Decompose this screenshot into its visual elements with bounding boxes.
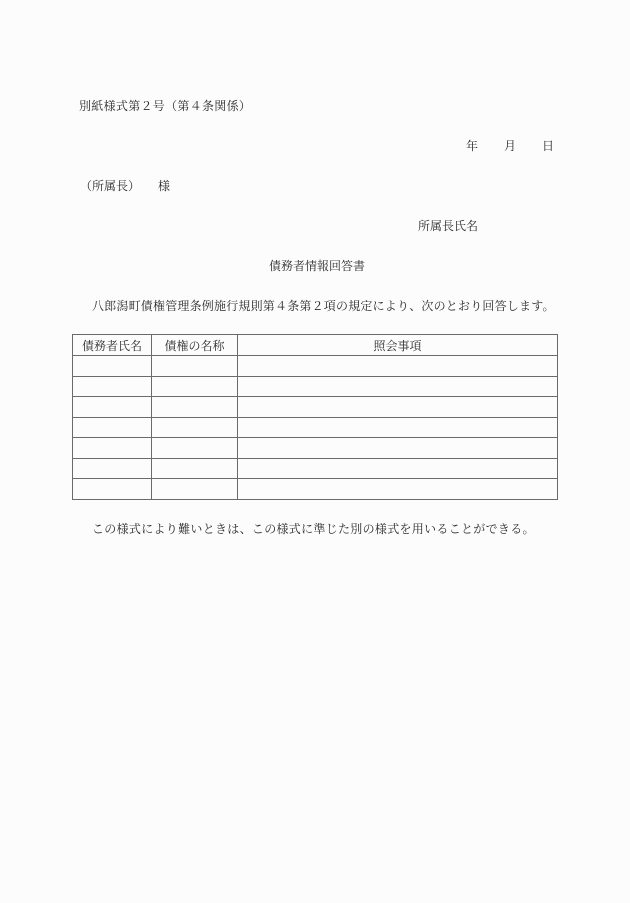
cell-inquiry-items[interactable] — [238, 397, 558, 418]
cell-debtor-name[interactable] — [73, 376, 152, 397]
table-row — [73, 356, 558, 377]
table-row — [73, 438, 558, 459]
cell-claim-name[interactable] — [152, 397, 238, 418]
table-row — [73, 479, 558, 500]
header-claim-name: 債権の名称 — [152, 335, 238, 356]
cell-debtor-name[interactable] — [73, 438, 152, 459]
cell-claim-name[interactable] — [152, 417, 238, 438]
addressee — [80, 177, 170, 194]
cell-debtor-name[interactable] — [73, 479, 152, 500]
date-line — [466, 137, 554, 154]
year-label: 年 — [466, 139, 479, 153]
table-row — [73, 458, 558, 479]
table-row — [73, 376, 558, 397]
cell-claim-name[interactable] — [152, 458, 238, 479]
note-text: この様式により難いときは、この様式に準じた別の様式を用いることができる。 — [92, 522, 535, 536]
header-inquiry-items: 照会事項 — [238, 335, 558, 356]
header-debtor-name: 債務者氏名 — [73, 335, 152, 356]
body-text: 八郎潟町債権管理条例施行規則第４条第２項の規定により、次のとおり回答します。 — [92, 299, 555, 313]
cell-inquiry-items[interactable] — [238, 479, 558, 500]
month-label: 月 — [504, 139, 517, 153]
table-header-row — [73, 335, 558, 356]
document-title — [0, 257, 630, 274]
table-row — [73, 397, 558, 418]
cell-inquiry-items[interactable] — [238, 458, 558, 479]
cell-claim-name[interactable] — [152, 479, 238, 500]
addressee-title: （所属長） — [80, 179, 141, 193]
addressee-honorific: 様 — [158, 179, 171, 193]
cell-debtor-name[interactable] — [73, 458, 152, 479]
form-number-label: 別紙様式第２号（第４条関係） — [79, 99, 252, 113]
day-label: 日 — [542, 139, 555, 153]
cell-inquiry-items[interactable] — [238, 438, 558, 459]
cell-debtor-name[interactable] — [73, 356, 152, 377]
cell-inquiry-items[interactable] — [238, 356, 558, 377]
inquiry-table — [72, 334, 558, 500]
cell-claim-name[interactable] — [152, 376, 238, 397]
cell-debtor-name[interactable] — [73, 397, 152, 418]
table-row — [73, 417, 558, 438]
cell-claim-name[interactable] — [152, 356, 238, 377]
cell-inquiry-items[interactable] — [238, 376, 558, 397]
cell-inquiry-items[interactable] — [238, 417, 558, 438]
document-title-text: 債務者情報回答書 — [268, 259, 365, 273]
cell-claim-name[interactable] — [152, 438, 238, 459]
cell-debtor-name[interactable] — [73, 417, 152, 438]
signer-name-label: 所属長氏名 — [418, 219, 479, 233]
